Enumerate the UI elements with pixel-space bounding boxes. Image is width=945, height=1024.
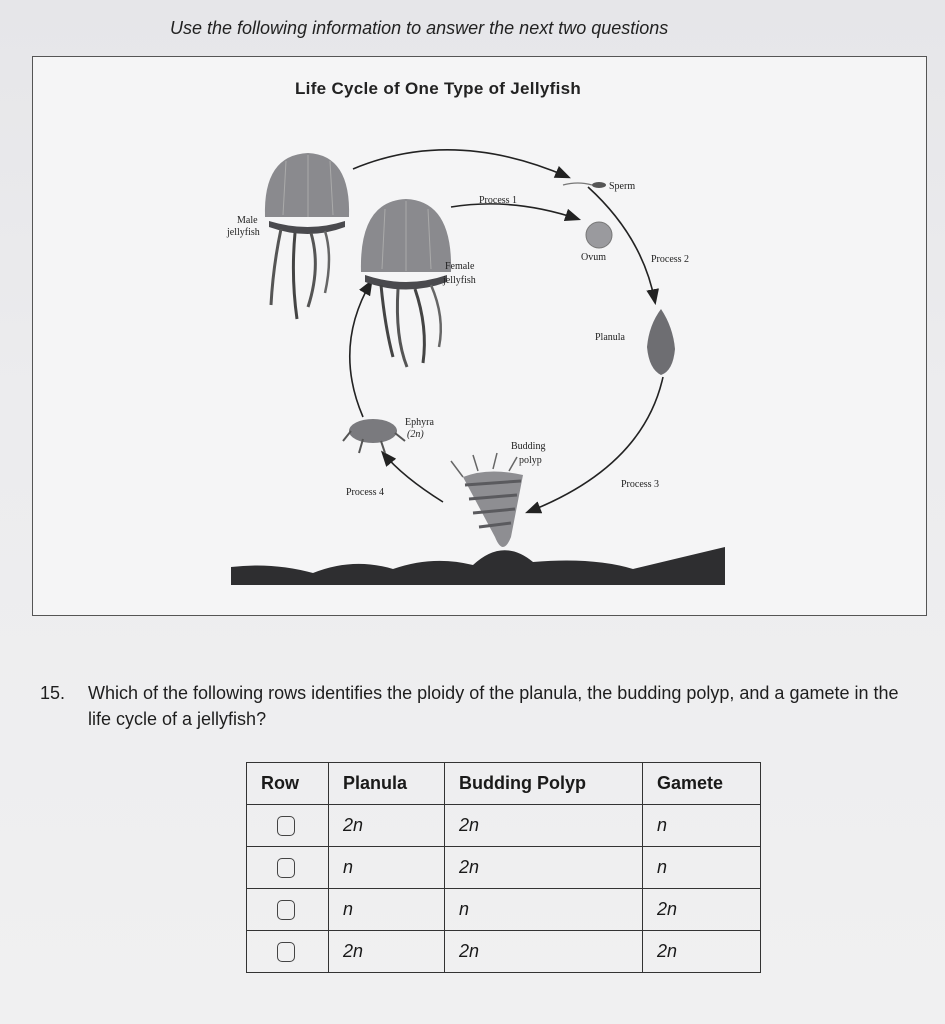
male-label-1: Male [237,215,258,226]
question-number: 15. [40,683,66,703]
answer-radio-3[interactable] [277,900,295,920]
question-text: Which of the following rows identifies the ploidy of the planula, the budding polyp, and a gamete in the life cycle of a jellyfish? [88,683,899,729]
sperm-image [563,182,606,188]
table-row[interactable] [247,889,761,931]
table-row[interactable] [247,805,761,847]
ovum-label: Ovum [581,252,606,263]
planula-label: Planula [595,332,625,343]
process1-label: Process 1 [479,195,518,206]
planula-cell: n [329,889,445,931]
gamete-cell: n [643,847,761,889]
seabed-rock [231,547,725,585]
process3-label: Process 3 [621,479,660,490]
arrow-process1 [451,204,578,219]
ephyra-label-2: (2n) [407,429,424,440]
male-jellyfish-image [265,153,349,319]
ephyra-label-1: Ephyra [405,417,434,428]
female-label-1: Female [445,261,475,272]
polyp-cell: 2n [445,931,643,973]
gamete-cell: 2n [643,889,761,931]
planula-image [647,309,675,375]
polyp-cell: n [445,889,643,931]
answer-radio-2[interactable] [277,858,295,878]
budding-label-2: polyp [519,455,542,466]
header-row: Row [247,763,329,805]
answer-table [246,762,761,973]
header-gamete: Gamete [643,763,761,805]
answer-radio-4[interactable] [277,942,295,962]
budding-label-1: Budding [511,441,546,452]
process2-label: Process 2 [651,254,690,265]
question-15 [40,680,920,732]
table-header-row [247,763,761,805]
figure-title: Life Cycle of One Type of Jellyfish [295,79,582,98]
budding-polyp-image [451,453,523,547]
planula-cell: 2n [329,931,445,973]
intro-text: Use the following information to answer the next two questions [170,18,669,38]
planula-cell: 2n [329,805,445,847]
female-jellyfish-image [361,199,451,367]
ephyra-image [343,419,405,453]
male-label-2: jellyfish [227,227,260,238]
arrow-ephyra-to-female [350,282,371,417]
arrow-process3 [528,377,663,512]
figure-panel [32,56,927,616]
arrow-male-to-sperm [353,150,568,177]
ovum-image [586,222,612,248]
table-row[interactable] [247,847,761,889]
gamete-cell: 2n [643,931,761,973]
table-row[interactable] [247,931,761,973]
planula-cell: n [329,847,445,889]
life-cycle-diagram [33,57,926,615]
arrow-process4 [383,453,443,502]
polyp-cell: 2n [445,805,643,847]
sperm-label: Sperm [609,181,636,192]
female-label-2: jellyfish [443,275,476,286]
header-budding-polyp: Budding Polyp [445,763,643,805]
header-planula: Planula [329,763,445,805]
gamete-cell: n [643,805,761,847]
answer-radio-1[interactable] [277,816,295,836]
process4-label: Process 4 [346,487,385,498]
polyp-cell: 2n [445,847,643,889]
